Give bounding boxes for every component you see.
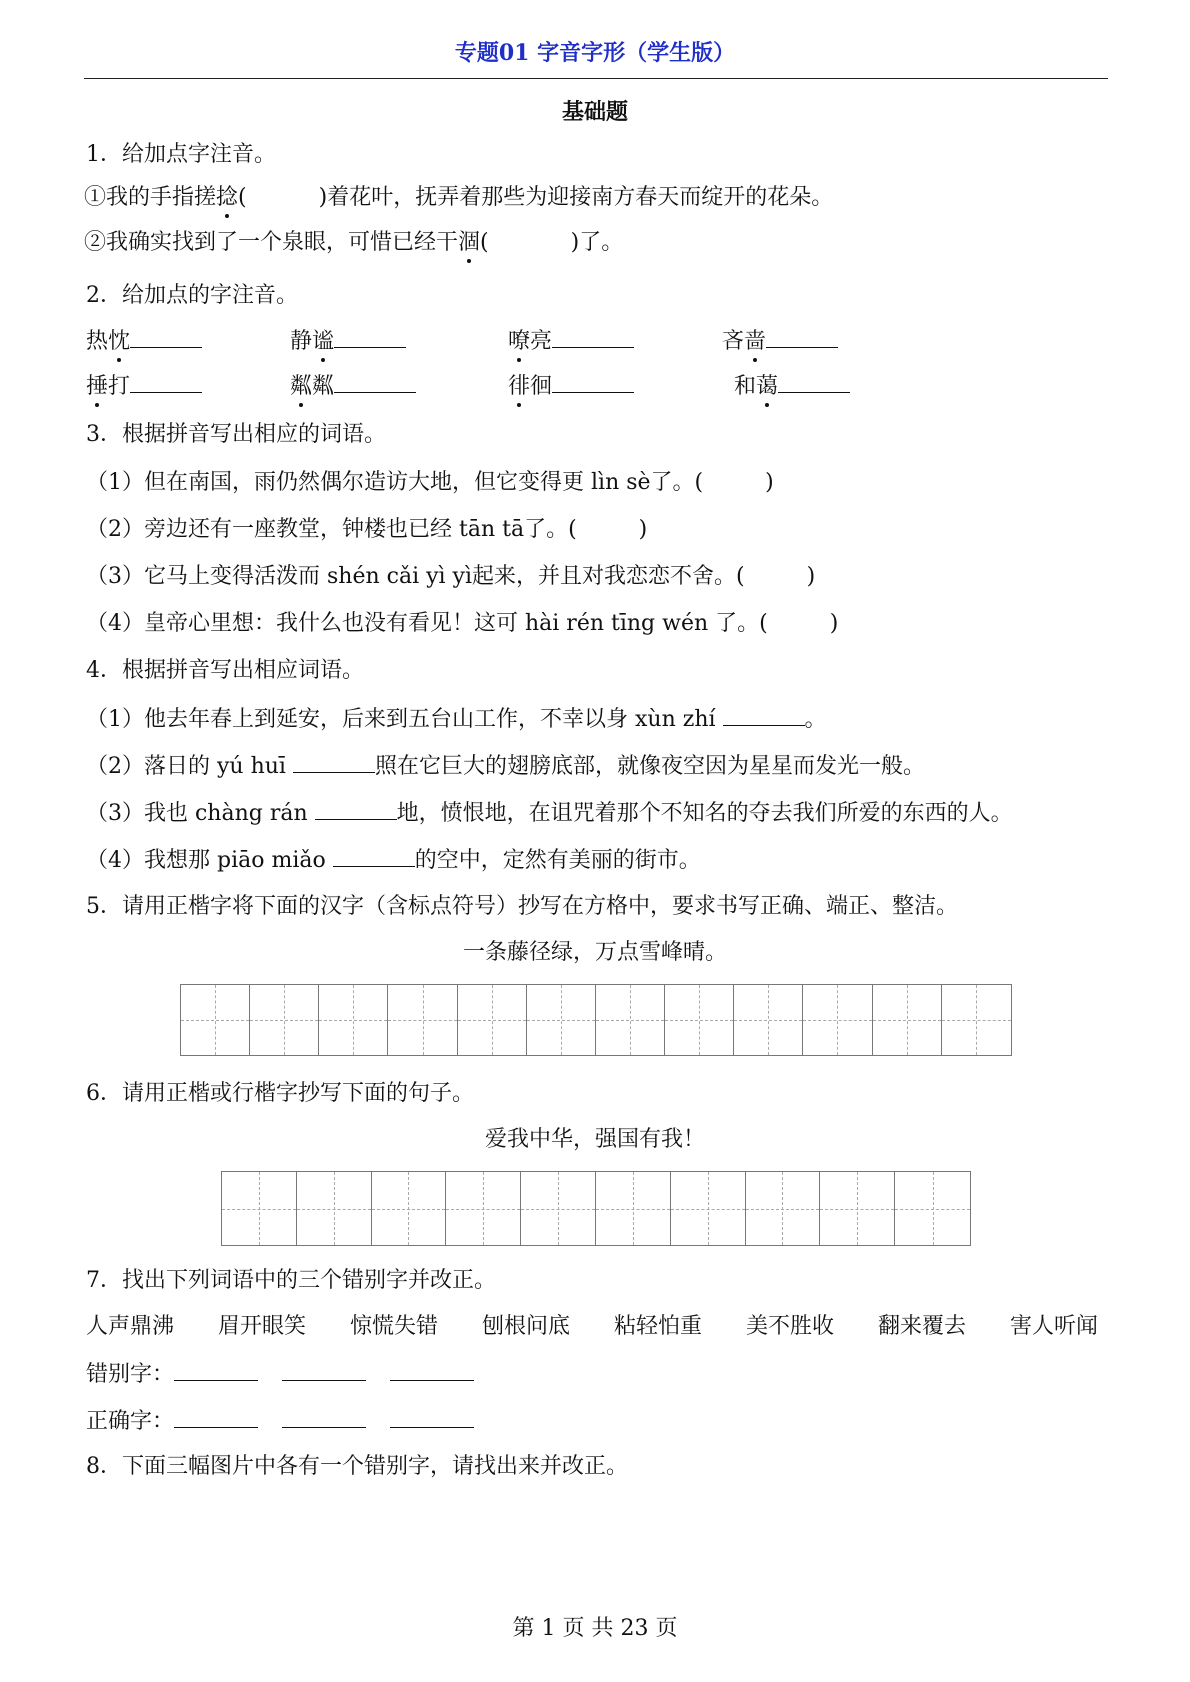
q2-word-6-dotted: 粼	[290, 372, 312, 402]
q7-wrong-blank-1[interactable]	[174, 1358, 258, 1381]
q4-item-2-post: 照在它巨大的翅膀底部，就像夜空因为星星而发光一般。	[374, 754, 925, 779]
q5-grid-cell[interactable]	[942, 985, 1011, 1055]
q8-stem: 8．下面三幅图片中各有一个错别字，请找出来并改正。	[86, 1454, 628, 1479]
q1-s1-open: (	[238, 185, 247, 210]
q6-grid-cell[interactable]	[746, 1172, 821, 1245]
q1-s1-pre: ①我的手指搓	[84, 185, 217, 210]
q2-word-6-blank[interactable]	[334, 370, 416, 393]
q1-s2-dotted-char: 涸	[458, 228, 480, 258]
q4-item-3	[86, 797, 1013, 829]
q1-sentence-1	[84, 183, 833, 213]
q6-writing-grid[interactable]	[221, 1171, 971, 1246]
q5-grid-cell[interactable]	[527, 985, 596, 1055]
q7-wrong-blank-2[interactable]	[282, 1358, 366, 1381]
q3-item-3	[86, 562, 815, 592]
q3-item-4-close: )	[829, 611, 839, 636]
q7-wrong-row	[86, 1358, 474, 1390]
document-title: 专题01 字音字形（学生版）	[454, 40, 736, 66]
q2-word-4	[722, 325, 838, 357]
q6-grid-cell[interactable]	[671, 1172, 746, 1245]
q5-grid-cell[interactable]	[181, 985, 250, 1055]
q7-word-4: 刨根问底	[482, 1314, 571, 1339]
q6-grid-cell[interactable]	[521, 1172, 596, 1245]
q4-item-4-pre: （4）我想那 piāo miǎo	[86, 848, 333, 873]
q2-word-4-dotted: 啬	[744, 327, 766, 357]
q4-item-3-blank[interactable]	[315, 797, 397, 820]
q2-word-5-blank[interactable]	[130, 370, 202, 393]
q4-item-4	[86, 844, 701, 876]
page-footer: 第 1 页 共 23 页	[512, 1616, 678, 1641]
q4-item-2	[86, 750, 925, 782]
q2-word-3-blank[interactable]	[552, 325, 634, 348]
q2-word-7-dotted: 徘	[508, 372, 530, 402]
q3-item-4-text: （4）皇帝心里想：我什么也没有看见！这可 hài rén tīng wén 了。(	[86, 611, 768, 636]
q6-stem: 6．请用正楷或行楷字抄写下面的句子。	[86, 1081, 474, 1106]
q3-item-1	[86, 468, 774, 498]
q3-item-2-text: （2）旁边还有一座教堂，钟楼也已经 tān tā了。(	[86, 517, 577, 542]
q7-wrong-label: 错别字：	[86, 1362, 175, 1387]
q2-word-8-blank[interactable]	[778, 370, 850, 393]
q4-item-1	[86, 703, 827, 735]
q2-word-1-blank[interactable]	[130, 325, 202, 348]
q5-grid-cell[interactable]	[250, 985, 319, 1055]
q4-item-1-pre: （1）他去年春上到延安，后来到五台山工作，不幸以身 xùn zhí	[86, 707, 723, 732]
q4-item-1-blank[interactable]	[723, 703, 805, 726]
q2-word-2-prefix: 静	[290, 329, 313, 354]
q4-item-3-pre: （3）我也 chàng rán	[86, 801, 315, 826]
q5-grid-cell[interactable]	[803, 985, 872, 1055]
q7-right-blank-3[interactable]	[390, 1405, 474, 1428]
q2-word-7-blank[interactable]	[552, 370, 634, 393]
q7-word-3: 惊慌失错	[350, 1314, 439, 1339]
q5-grid-cell[interactable]	[665, 985, 734, 1055]
q7-word-8: 害人听闻	[1010, 1314, 1099, 1339]
q2-word-8	[734, 370, 850, 402]
q6-grid-cell[interactable]	[596, 1172, 671, 1245]
q5-sentence: 一条藤径绿，万点雪峰晴。	[462, 940, 727, 965]
q7-right-label: 正确字：	[86, 1409, 175, 1434]
q5-grid-cell[interactable]	[734, 985, 803, 1055]
q2-word-4-blank[interactable]	[766, 325, 838, 348]
q2-word-2-dotted: 谧	[312, 327, 334, 357]
q2-word-8-dotted: 蔼	[756, 372, 778, 402]
q6-grid-cell[interactable]	[297, 1172, 372, 1245]
q3-item-3-text: （3）它马上变得活泼而 shén cǎi yì yì起来，并且对我恋恋不舍。(	[86, 564, 745, 589]
header-divider	[84, 78, 1108, 79]
q4-item-3-post: 地，愤恨地，在诅咒着那个不知名的夺去我们所爱的东西的人。	[396, 801, 1013, 826]
q6-grid-cell[interactable]	[895, 1172, 970, 1245]
q7-word-6: 美不胜收	[746, 1314, 835, 1339]
q2-word-6	[290, 370, 416, 402]
q2-word-1-dotted: 忱	[108, 327, 130, 357]
q5-grid-cell[interactable]	[596, 985, 665, 1055]
q3-item-3-close: )	[806, 564, 816, 589]
q4-item-2-blank[interactable]	[293, 750, 375, 773]
q4-stem: 4．根据拼音写出相应词语。	[86, 658, 364, 683]
q6-sentence: 爱我中华，强国有我！	[484, 1127, 705, 1152]
q1-sentence-2	[84, 228, 623, 258]
q4-item-1-post: 。	[804, 707, 827, 732]
q7-word-5: 粘轻怕重	[614, 1314, 703, 1339]
q2-word-3	[508, 325, 634, 357]
q3-item-2-close: )	[638, 517, 648, 542]
q4-item-4-post: 的空中，定然有美丽的街市。	[414, 848, 701, 873]
q2-word-5-dotted: 捶	[86, 372, 108, 402]
q2-word-5-suffix: 打	[108, 374, 131, 399]
q7-right-row	[86, 1405, 474, 1437]
q2-word-8-prefix: 和	[734, 374, 757, 399]
q1-s2-post: )了。	[570, 230, 624, 255]
q2-word-4-prefix: 吝	[722, 329, 745, 354]
q2-word-1-prefix: 热	[86, 329, 109, 354]
q6-grid-cell[interactable]	[372, 1172, 447, 1245]
q6-grid-cell[interactable]	[222, 1172, 297, 1245]
q5-stem: 5．请用正楷字将下面的汉字（含标点符号）抄写在方格中，要求书写正确、端正、整洁。	[86, 894, 959, 919]
q5-writing-grid[interactable]	[180, 984, 1012, 1056]
q4-item-4-blank[interactable]	[333, 844, 415, 867]
q2-word-5	[86, 370, 202, 402]
q2-word-6-suffix: 粼	[312, 374, 335, 399]
q1-s1-post: )着花叶，抚弄着那些为迎接南方春天而绽开的花朵。	[318, 185, 834, 210]
q3-stem: 3．根据拼音写出相应的词语。	[86, 422, 386, 447]
q3-item-1-text: （1）但在南国，雨仍然偶尔造访大地，但它变得更 lìn sè了。(	[86, 470, 704, 495]
q6-grid-cell[interactable]	[820, 1172, 895, 1245]
q7-word-7: 翻来覆去	[878, 1314, 967, 1339]
section-title: 基础题	[561, 99, 628, 125]
q5-grid-cell[interactable]	[873, 985, 942, 1055]
q2-word-1	[86, 325, 202, 357]
q7-right-blank-1[interactable]	[174, 1405, 258, 1428]
q2-word-7-suffix: 徊	[530, 374, 553, 399]
q3-item-4	[86, 609, 838, 639]
q2-stem: 2．给加点的字注音。	[86, 283, 298, 308]
q1-s1-dotted-char: 捻	[216, 183, 238, 213]
q7-word-1: 人声鼎沸	[86, 1314, 175, 1339]
q7-right-blank-2[interactable]	[282, 1405, 366, 1428]
q2-word-2-blank[interactable]	[334, 325, 406, 348]
q2-word-2	[290, 325, 406, 357]
q5-grid-cell[interactable]	[458, 985, 527, 1055]
q6-grid-cell[interactable]	[446, 1172, 521, 1245]
q1-stem: 1．给加点字注音。	[86, 142, 276, 167]
q3-item-1-close: )	[765, 470, 774, 495]
q3-item-2	[86, 515, 647, 545]
q2-word-7	[508, 370, 634, 402]
q7-wrong-blank-3[interactable]	[390, 1358, 474, 1381]
q7-stem: 7．找出下列词语中的三个错别字并改正。	[86, 1268, 496, 1293]
q2-word-3-dotted: 嘹	[508, 327, 530, 357]
q2-word-3-suffix: 亮	[530, 329, 553, 354]
q5-grid-cell[interactable]	[319, 985, 388, 1055]
q4-item-2-pre: （2）落日的 yú huī	[86, 754, 293, 779]
q5-grid-cell[interactable]	[388, 985, 457, 1055]
q7-word-2: 眉开眼笑	[218, 1314, 307, 1339]
q1-s2-open: (	[480, 230, 489, 255]
q1-s2-pre: ②我确实找到了一个泉眼，可惜已经干	[84, 230, 459, 255]
